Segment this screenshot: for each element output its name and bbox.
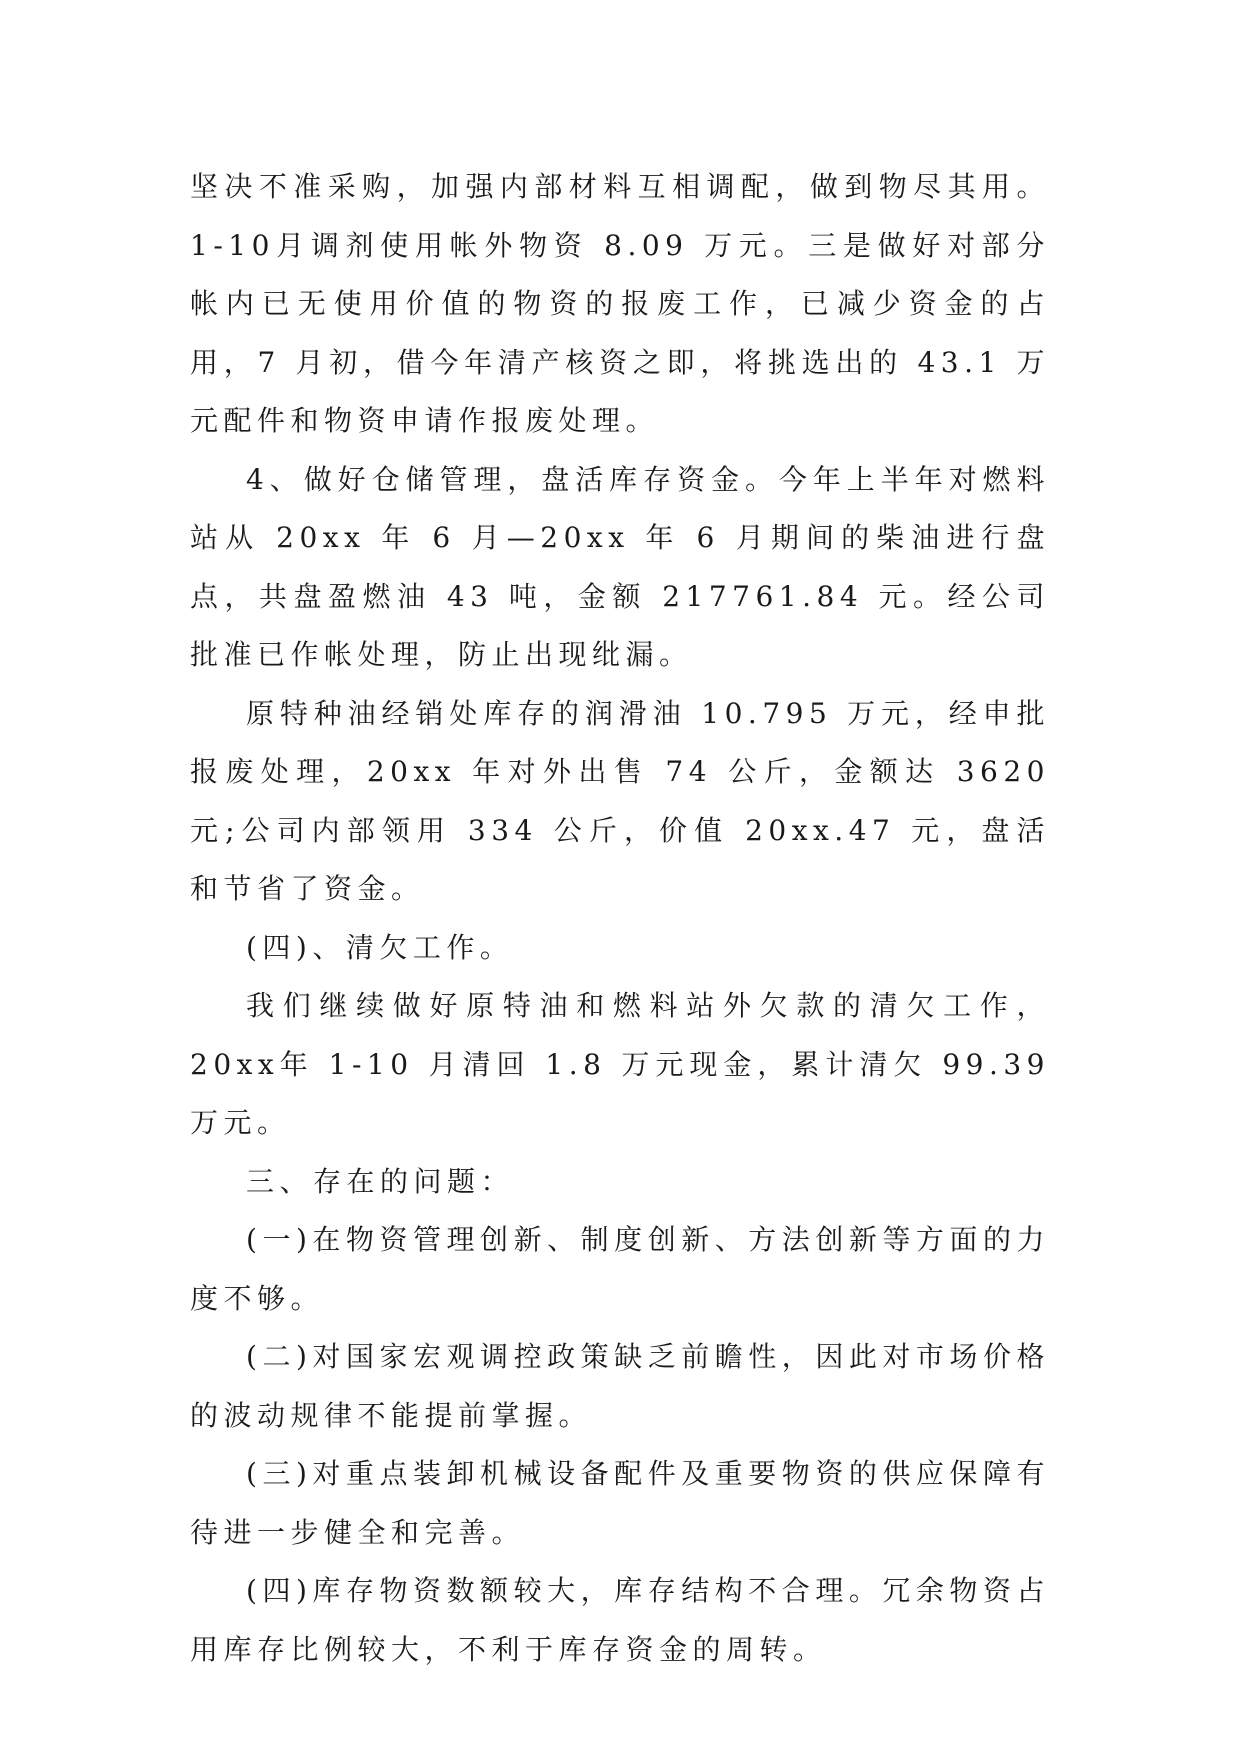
- problem-item-4: (四)库存物资数额较大，库存结构不合理。冗余物资占用库存比例较大，不利于库存资金的周转。: [190, 1574, 1050, 1666]
- problem-item-1: (一)在物资管理创新、制度创新、方法创新等方面的力度不够。: [190, 1223, 1050, 1315]
- section-heading-problems: 三、存在的问题：: [246, 1164, 515, 1198]
- paragraph-material-allocation: 坚决不准采购，加强内部材料互相调配，做到物尽其用。1-10月调剂使用帐外物资 8.09 万元。三是做好对部分帐内已无使用价值的物资的报废工作，已减少资金的占用，7 月初，借今年清产核资之即，将挑选出的 43.1 万元配件和物资申请作报废处理。: [190, 170, 1050, 437]
- paragraph-debt-collection: 我们继续做好原特油和燃料站外欠款的清欠工作，20xx年 1-10 月清回 1.8 万元现金，累计清欠 99.39 万元。: [190, 989, 1050, 1139]
- section-heading-debt-collection: (四)、清欠工作。: [246, 930, 514, 964]
- document-body: [190, 158, 1050, 1679]
- paragraph-lubricant-inventory: 原特种油经销处库存的润滑油 10.795 万元，经申批报废处理，20xx 年对外出售 74 公斤，金额达 3620 元;公司内部领用 334 公斤，价值 20xx.47 元，盘活和节省了资金。: [190, 696, 1050, 905]
- problem-item-3: (三)对重点装卸机械设备配件及重要物资的供应保障有待进一步健全和完善。: [190, 1457, 1050, 1549]
- problem-item-2: (二)对国家宏观调控政策缺乏前瞻性，因此对市场价格的波动规律不能提前掌握。: [190, 1340, 1050, 1432]
- paragraph-warehouse-management: 4、做好仓储管理，盘活库存资金。今年上半年对燃料站从 20xx 年 6 月—20xx 年 6 月期间的柴油进行盘点，共盘盈燃油 43 吨，金额 217761.84 元。经公司批准已作帐处理，防止出现纰漏。: [190, 462, 1050, 671]
